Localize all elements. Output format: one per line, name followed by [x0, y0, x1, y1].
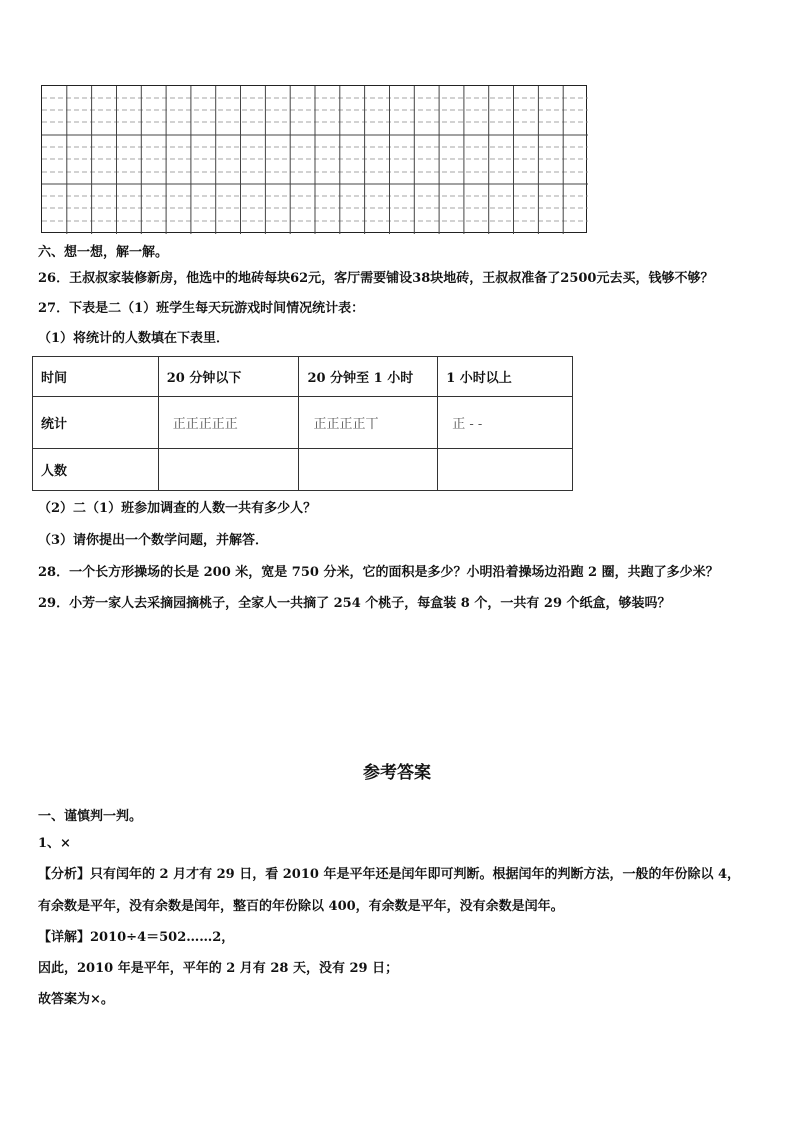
- section-six-heading: 六、想一想，解一解。: [38, 245, 169, 260]
- table-cell: 人数: [33, 449, 159, 491]
- answer-cell[interactable]: [438, 449, 573, 491]
- answer-1: 1、×: [38, 836, 71, 851]
- stats-table: [32, 356, 573, 491]
- question-28: 28．一个长方形操场的长是 200 米，宽是 750 分米，它的面积是多少？小明沿着操场边沿跑 2 圈，共跑了多少米？: [38, 565, 719, 580]
- table-cell: 1 小时以上: [438, 357, 573, 397]
- answer-cell[interactable]: [158, 449, 299, 491]
- tally-marks: 正正正正正: [158, 397, 299, 449]
- writing-grid: [41, 85, 587, 233]
- table-tally-row: [33, 397, 573, 449]
- question-27-part-3: （3）请你提出一个数学问题，并解答．: [38, 533, 269, 548]
- table-cell: 时间: [33, 357, 159, 397]
- question-27-part-2: （2）二（1）班参加调查的人数一共有多少人？: [38, 501, 317, 516]
- table-cell: 统计: [33, 397, 159, 449]
- question-27-part-1: （1）将统计的人数填在下表里．: [38, 331, 230, 346]
- answer-1-conclusion: 因此，2010 年是平年，平年的 2 月有 28 天，没有 29 日；: [38, 961, 399, 976]
- table-header-row: [33, 357, 573, 397]
- answer-1-final: 故答案为×。: [38, 992, 114, 1007]
- table-cell: 20 分钟以下: [158, 357, 299, 397]
- tally-marks: 正正正正丅: [299, 397, 438, 449]
- question-27: 27．下表是二（1）班学生每天玩游戏时间情况统计表：: [38, 301, 365, 316]
- table-count-row: [33, 449, 573, 491]
- answer-cell[interactable]: [299, 449, 438, 491]
- question-26: 26．王叔叔家装修新房，他选中的地砖每块62元，客厅需要铺设38块地砖，王叔叔准备了2500元去买，钱够不够？: [38, 271, 714, 286]
- table-cell: 20 分钟至 1 小时: [299, 357, 438, 397]
- answer-1-detail: 【详解】2010÷4＝502……2，: [38, 930, 235, 945]
- answer-section-heading: 一、谨慎判一判。: [38, 809, 143, 824]
- writing-grid-lines: [42, 86, 588, 234]
- answer-1-analysis-cont: 有余数是平年，没有余数是闰年，整百的年份除以 400，有余数是平年，没有余数是闰年。: [38, 899, 564, 914]
- question-29: 29．小芳一家人去采摘园摘桃子，全家人一共摘了 254 个桃子，每盒装 8 个，一共有 29 个纸盒，够装吗？: [38, 596, 671, 611]
- tally-marks: 正 - -: [438, 397, 573, 449]
- answer-title: 参考答案: [363, 763, 431, 783]
- answer-1-analysis: 【分析】只有闰年的 2 月才有 29 日，看 2010 年是平年还是闰年即可判断。根据闰年的判断方法，一般的年份除以 4，: [38, 867, 741, 882]
